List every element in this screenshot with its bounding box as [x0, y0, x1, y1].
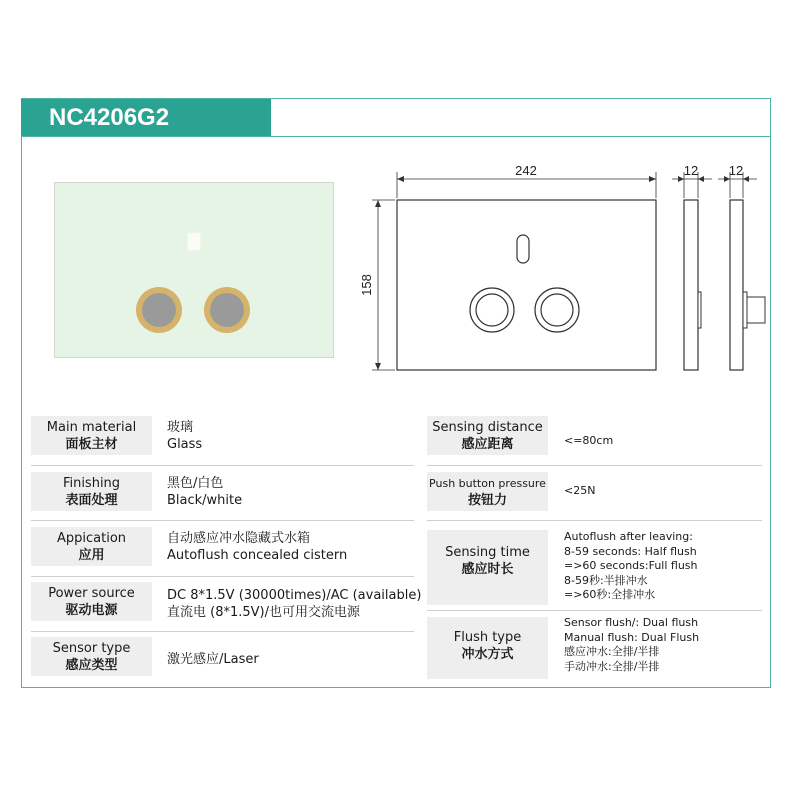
- sensor-slot: [517, 235, 529, 263]
- spec-label-power-source: Power source 驱动电源: [31, 582, 152, 621]
- row-divider: [31, 465, 414, 466]
- spec-label-sensing-time: Sensing time 感应时长: [427, 530, 548, 605]
- spec-value-sensing-time: Autoflush after leaving: 8-59 seconds: Half flush =>60 seconds:Full flush 8-59秒:半排冲水 =>60秒:全排冲水: [564, 530, 698, 601]
- row-divider: [31, 576, 414, 577]
- button-left-inner: [476, 294, 508, 326]
- row-divider: [31, 520, 414, 521]
- row-divider: [427, 610, 762, 611]
- side-view-2: [730, 200, 743, 370]
- spec-label-flush-type: Flush type 冲水方式: [427, 617, 548, 679]
- spec-value-sensing-distance: <=80cm: [564, 434, 614, 447]
- row-divider: [427, 465, 762, 466]
- side-view-1: [684, 200, 698, 370]
- width-dimension-label: 242: [515, 163, 537, 178]
- spec-value-push-button-pressure: <25N: [564, 484, 596, 497]
- spec-label-push-button-pressure: Push button pressure 按钮力: [427, 472, 548, 511]
- side-dimension-1-label: 12: [683, 163, 699, 178]
- spec-value-sensor-type: 激光感应/Laser: [167, 652, 259, 667]
- row-divider: [427, 520, 762, 521]
- spec-value-main-material: 玻璃 Glass: [167, 420, 203, 452]
- button-right-inner: [541, 294, 573, 326]
- front-view-outline: [397, 200, 656, 370]
- spec-label-sensing-distance: Sensing distance 感应距离: [427, 416, 548, 455]
- spec-value-finishing: 黑色/白色 Black/white: [167, 476, 243, 508]
- side-view-1-button: [698, 292, 701, 328]
- row-divider: [31, 631, 414, 632]
- spec-value-application: 自动感应冲水隐藏式水箱 Autoflush concealed cistern: [167, 531, 348, 563]
- height-dimension-label: 158: [359, 274, 374, 296]
- side-view-2-button: [747, 297, 765, 323]
- side-dimension-2-label: 12: [728, 163, 744, 178]
- model-title: NC4206G2: [21, 99, 271, 136]
- spec-label-main-material: Main material 面板主材: [31, 416, 152, 455]
- spec-value-power-source: DC 8*1.5V (30000times)/AC (available) 直流电 (8*1.5V)/也可用交流电源: [167, 588, 422, 620]
- spec-label-sensor-type: Sensor type 感应类型: [31, 637, 152, 676]
- spec-label-application: Appication 应用: [31, 527, 152, 566]
- spec-label-finishing: Finishing 表面处理: [31, 472, 152, 511]
- spec-value-flush-type: Sensor flush/: Dual flush Manual flush: Dual Flush 感应冲水:全排/半排 手动冲水:全排/半排: [564, 616, 700, 673]
